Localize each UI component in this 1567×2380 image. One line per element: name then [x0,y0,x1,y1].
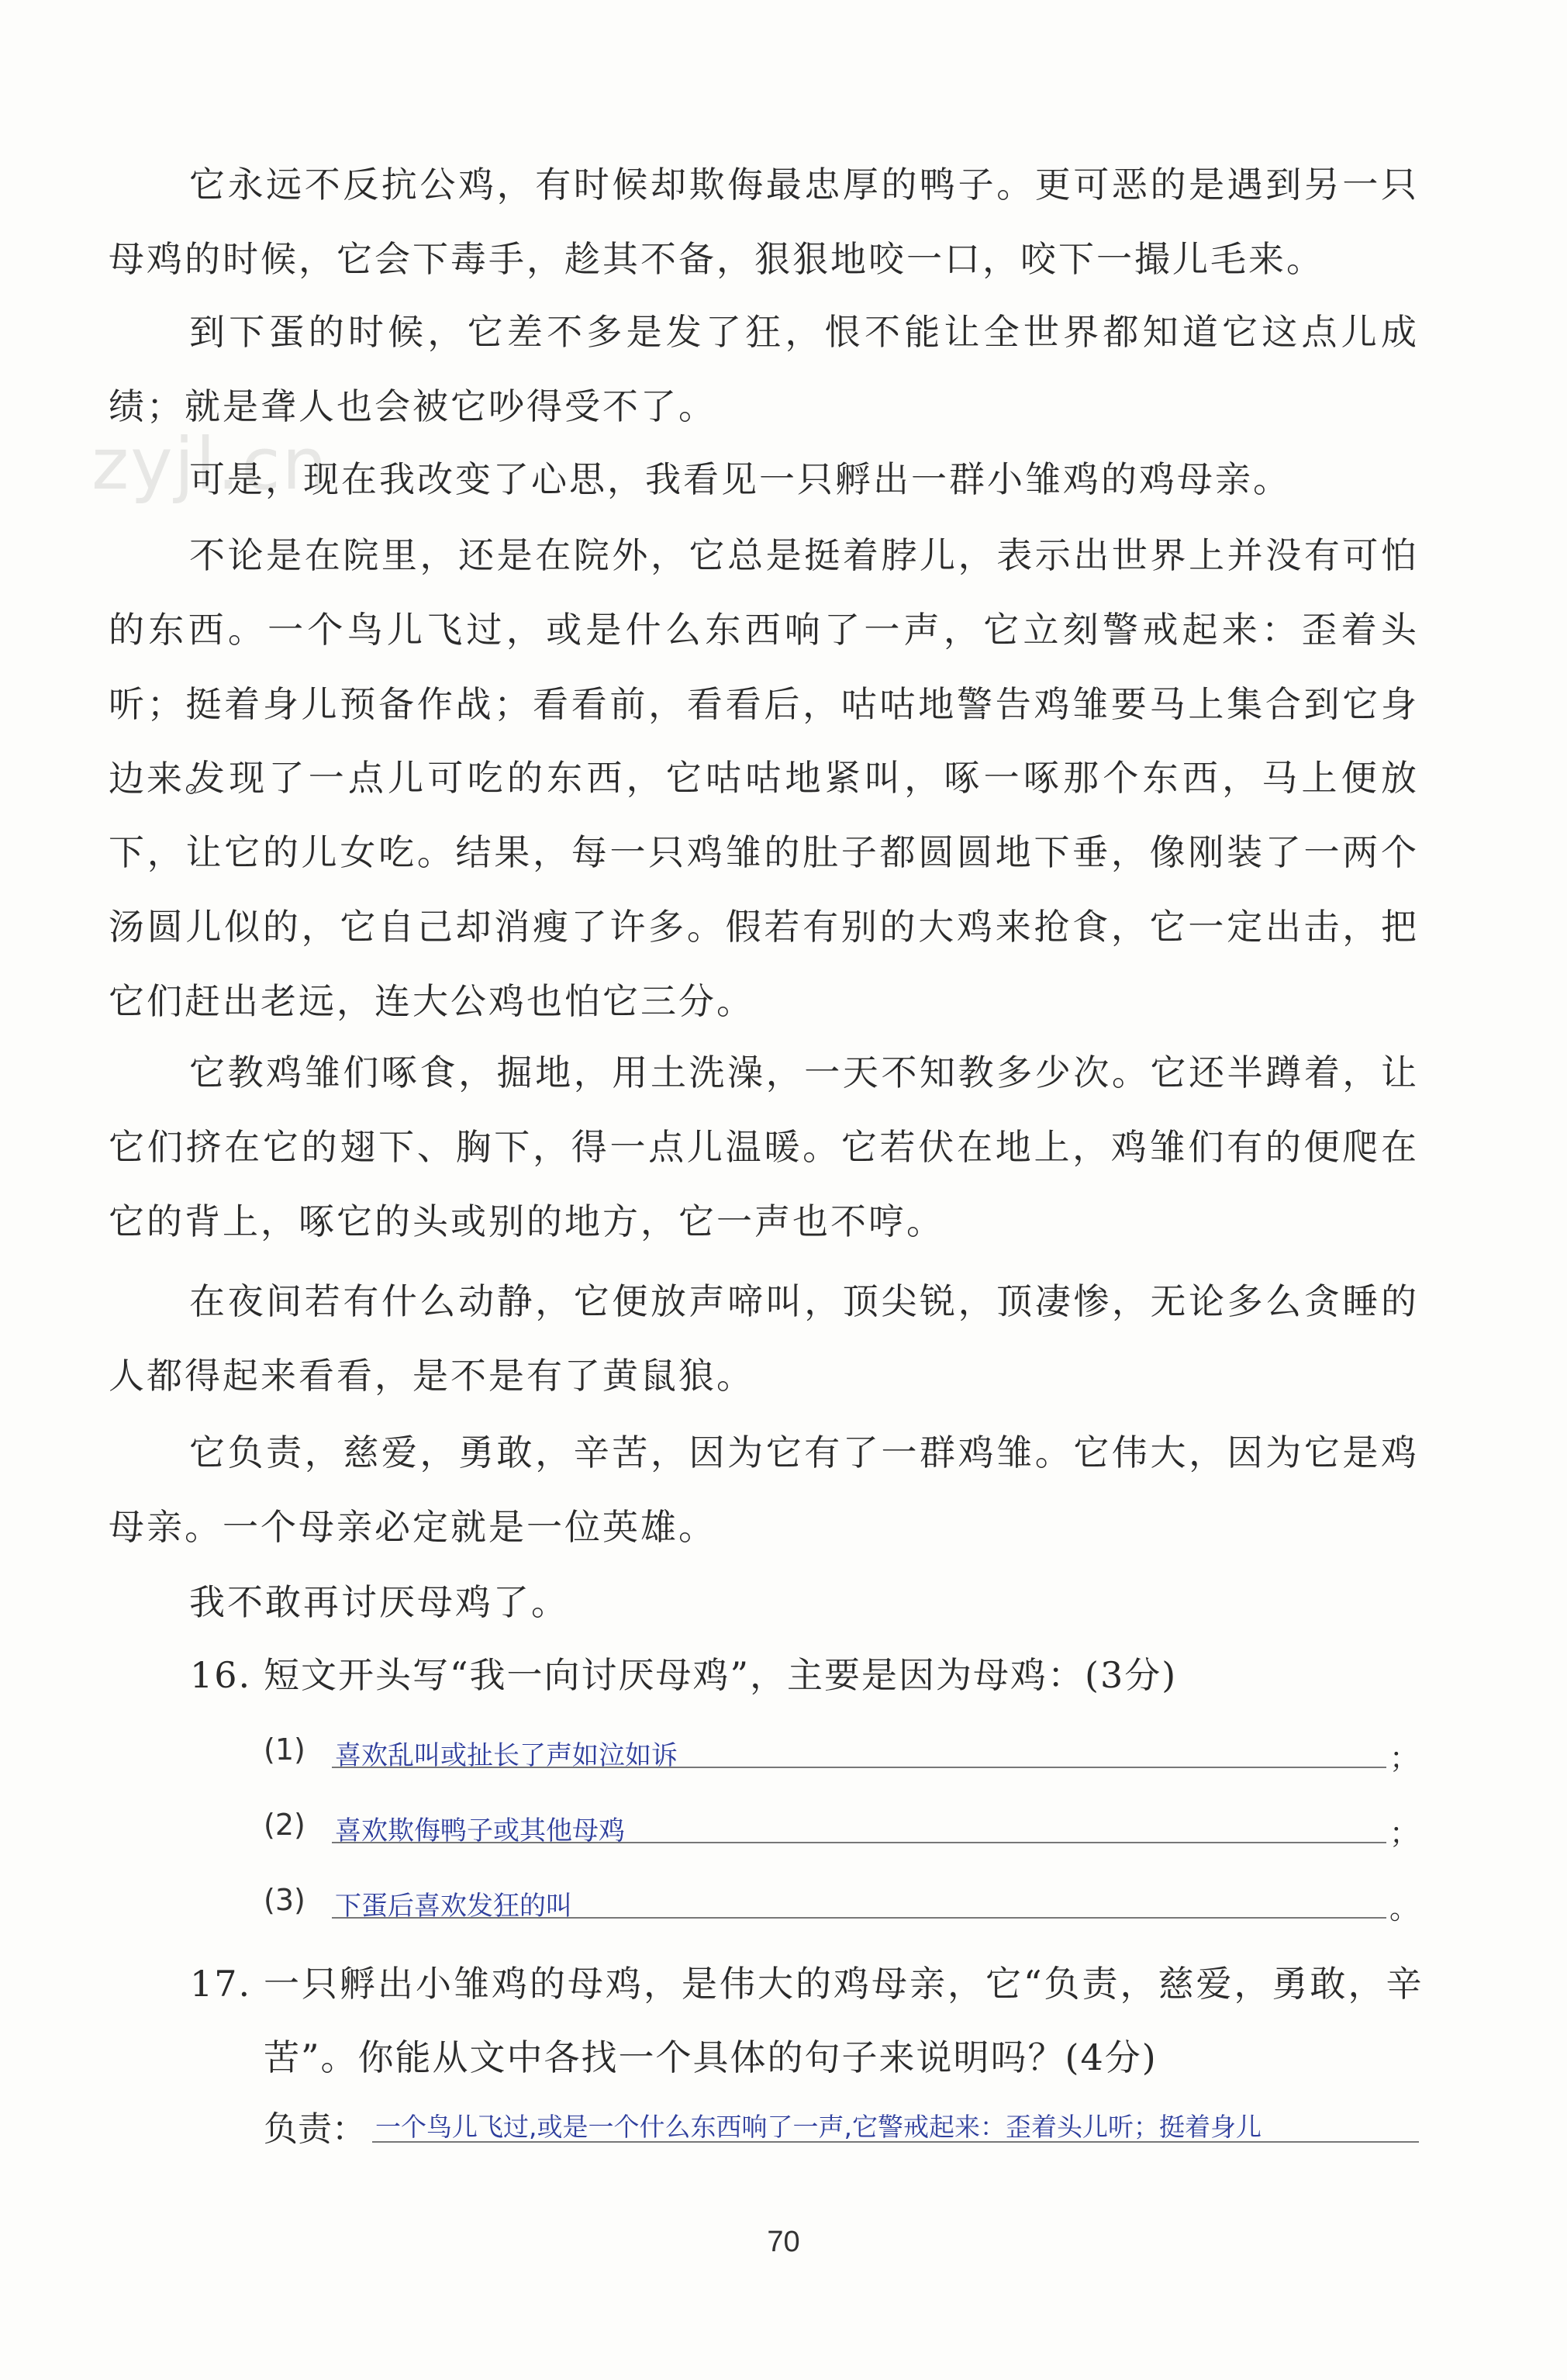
q17-number: 17. [190,1963,252,2005]
paragraph-9: 我不敢再讨厌母鸡了。 [189,1581,569,1623]
paragraph-6: 它教鸡雏们啄食，掘地，用土洗澡，一天不知教多少次。它还半蹲着，让它们挤在它的翅下、胸下，得一点儿温暖。它若伏在地上，鸡雏们有的便爬在它的背上，啄它的头或别的地方，它一声也不哼。 [109,1052,1419,1242]
answer-line [332,1767,1386,1768]
paragraph-7: 在夜间若有什么动静，它便放声啼叫，顶尖锐，顶凄惨，无论多么贪睡的人都得起来看看，是不是有了黄鼠狼。 [109,1280,1419,1397]
q16-item-2 [264,1803,1419,1850]
paragraph-2: 到下蛋的时候，它差不多是发了狂，恨不能让全世界都知道它这点儿成绩；就是聋人也会被它吵得受不了。 [109,311,1419,427]
q16-number: 16. [190,1654,252,1696]
watermark: zyjl.cn [91,423,329,506]
q17-response-answer: 一个鸟儿飞过,或是一个什么东西响了一声,它警戒起来：歪着头儿听；挺着身儿 [375,2112,1262,2142]
answer-line [332,1842,1386,1843]
q16-item-3-number: (3) [264,1883,305,1917]
paragraph-5: 发现了一点儿可吃的东西，它咕咕地紧叫，啄一啄那个东西，马上便放下，让它的儿女吃。结果，每一只鸡雏的肚子都圆圆地下垂，像刚装了一两个汤圆儿似的，它自己却消瘦了许多。假若有别的大鸡来抢食，它一定出击，把它们赶出老远，连大公鸡也怕它三分。 [109,757,1419,1022]
q16-item-3-answer: 下蛋后喜欢发狂的叫 [335,1891,572,1922]
q16-item-3 [264,1878,1419,1925]
q16-item-1 [264,1728,1419,1774]
q16-text: 短文开头写“我一向讨厌母鸡”，主要是因为母鸡：(3分) [264,1654,1178,1696]
paragraph-3: 可是，现在我改变了心思，我看见一只孵出一群小雏鸡的鸡母亲。 [189,458,1291,500]
q16-item-1-end: ； [1389,1741,1419,1775]
answer-line [372,2141,1419,2143]
q17-response-label: 负责： [264,2109,366,2149]
q16-item-1-answer: 喜欢乱叫或扯长了声如泣如诉 [335,1740,678,1771]
q16-item-1-number: (1) [264,1732,305,1767]
paragraph-1: 它永远不反抗公鸡，有时候却欺侮最忠厚的鸭子。更可恶的是遇到另一只母鸡的时候，它会下毒手，趁其不备，狠狠地咬一口，咬下一撮儿毛来。 [109,164,1419,280]
page-number: 70 [767,2226,800,2258]
q16-item-2-end: ； [1389,1816,1419,1850]
paragraph-4: 不论是在院里，还是在院外，它总是挺着脖儿，表示出世界上并没有可怕的东西。一个鸟儿飞过，或是什么东西响了一声，它立刻警戒起来：歪着头听；挺着身儿预备作战；看看前，看看后，咕咕地警告鸡雏要马上集合到它身边来。 [109,534,1419,800]
paragraph-8: 它负责，慈爱，勇敢，辛苦，因为它有了一群鸡雏。它伟大，因为它是鸡母亲。一个母亲必定就是一位英雄。 [109,1432,1419,1548]
q16-item-3-end: 。 [1389,1891,1419,1926]
q16-item-2-answer: 喜欢欺侮鸭子或其他母鸡 [335,1815,625,1846]
q17-line-2: 苦”。你能从文中各找一个具体的句子来说明吗？(4分) [264,2036,1158,2078]
q17-response [264,2096,1419,2150]
q17-line-1: 一只孵出小雏鸡的母鸡，是伟大的鸡母亲，它“负责，慈爱，勇敢，辛 [264,1963,1424,2005]
q16-item-2-number: (2) [264,1808,305,1842]
answer-line [332,1917,1386,1919]
